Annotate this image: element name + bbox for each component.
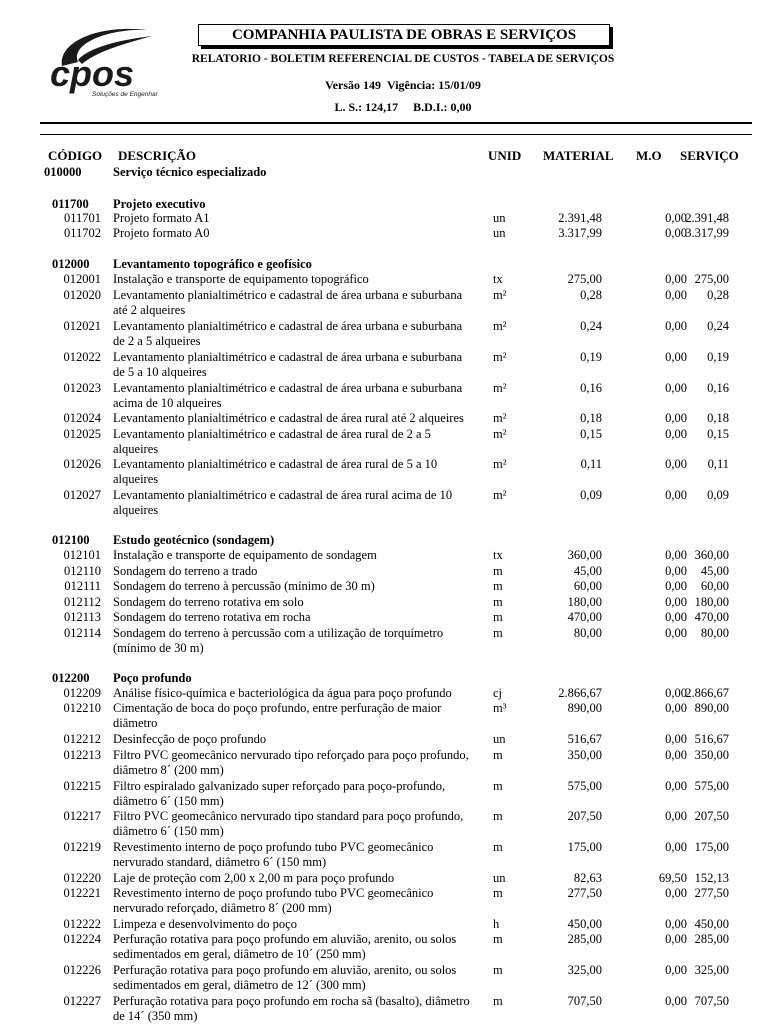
item-labor: 0,00: [665, 886, 687, 900]
item-code: 012220: [63, 871, 101, 885]
item-labor: 0,00: [665, 963, 687, 977]
item-labor: 0,00: [665, 917, 687, 931]
item-code: 012101: [63, 548, 101, 562]
item-unit: m²: [493, 427, 507, 441]
item-code: 012110: [63, 564, 101, 578]
item-labor: 0,00: [665, 427, 687, 441]
company-title: COMPANHIA PAULISTA DE OBRAS E SERVIÇOS: [198, 24, 610, 46]
item-description: Revestimento interno de poço profundo tubo PVC geomecânico: [113, 840, 434, 854]
item-service: 60,00: [700, 579, 729, 593]
item-code: 011701: [63, 211, 101, 225]
item-description: Filtro PVC geomecânico nervurado tipo standard para poço profundo,: [113, 809, 464, 823]
item-description-cont: sedimentados em geral, diâmetro de 12´ (300 mm): [113, 978, 366, 992]
item-description: Limpeza e desenvolvimento do poço: [113, 917, 297, 931]
item-service: 3.317,99: [685, 226, 729, 240]
item-code: 012027: [63, 488, 101, 502]
item-service: 0,24: [707, 319, 729, 333]
item-material: 2.391,48: [558, 211, 602, 225]
item-unit: un: [493, 871, 506, 885]
item-labor: 0,00: [665, 381, 687, 395]
item-material: 3.317,99: [558, 226, 602, 240]
item-service: 0,19: [707, 350, 729, 364]
item-unit: un: [493, 732, 506, 746]
item-description: Perfuração rotativa para poço profundo em aluvião, arenito, ou solos: [113, 932, 457, 946]
item-description: Levantamento planialtimétrico e cadastral de área urbana e suburbana: [113, 381, 463, 395]
item-material: 350,00: [567, 748, 602, 762]
item-description: Cimentação de boca do poço profundo, entre perfuração de maior: [113, 701, 442, 715]
item-labor: 0,00: [665, 319, 687, 333]
col-unit: UNID: [488, 148, 522, 163]
item-unit: m: [493, 886, 503, 900]
item-service: 285,00: [694, 932, 729, 946]
ls-bdi-line: [188, 100, 618, 115]
item-description-cont: alqueires: [113, 472, 159, 486]
item-material: 575,00: [567, 779, 602, 793]
col-description: DESCRIÇÃO: [118, 148, 197, 163]
item-service: 350,00: [694, 748, 729, 762]
item-code: 012020: [63, 288, 101, 302]
item-description: Laje de proteção com 2,00 x 2,00 m para poço profundo: [113, 871, 395, 885]
col-service: SERVIÇO: [680, 148, 739, 163]
item-description-cont: nervurado standard, diâmetro 6´ (150 mm): [113, 855, 327, 869]
item-unit: m: [493, 626, 503, 640]
item-labor: 0,00: [665, 932, 687, 946]
section-code: 010000: [44, 165, 82, 179]
item-description: Sondagem do terreno rotativa em rocha: [113, 610, 311, 624]
section-code: 012200: [52, 671, 90, 685]
item-service: 470,00: [694, 610, 729, 624]
item-code: 012112: [63, 595, 101, 609]
item-description-cont: de 2 a 5 alqueires: [113, 334, 201, 348]
item-labor: 0,00: [665, 809, 687, 823]
item-material: 45,00: [573, 564, 602, 578]
item-labor: 0,00: [665, 610, 687, 624]
item-labor: 0,00: [665, 272, 687, 286]
item-service: 0,28: [707, 288, 729, 302]
item-service: 450,00: [694, 917, 729, 931]
item-material: 0,28: [580, 288, 602, 302]
item-description: Sondagem do terreno à percussão com a utilização de torquímetro: [113, 626, 444, 640]
item-description: Levantamento planialtimétrico e cadastral de área urbana e suburbana: [113, 350, 463, 364]
item-unit: cj: [493, 686, 503, 700]
item-description: Levantamento planialtimétrico e cadastral de área rural acima de 10: [113, 488, 453, 502]
item-service: 152,13: [694, 871, 729, 885]
item-description: Perfuração rotativa para poço profundo em aluvião, arenito, ou solos: [113, 963, 457, 977]
item-material: 60,00: [573, 579, 602, 593]
item-code: 012217: [63, 809, 101, 823]
item-unit: m: [493, 779, 503, 793]
item-service: 207,50: [694, 809, 729, 823]
col-labor: M.O: [636, 148, 662, 163]
item-unit: m²: [493, 288, 507, 302]
item-code: 012210: [63, 701, 101, 715]
item-material: 275,00: [567, 272, 602, 286]
version: Versão 149: [325, 78, 381, 92]
item-material: 325,00: [567, 963, 602, 977]
item-labor: 0,00: [665, 411, 687, 425]
item-code: 012227: [63, 994, 101, 1008]
item-material: 175,00: [567, 840, 602, 854]
section-title: Poço profundo: [113, 671, 192, 685]
item-material: 207,50: [567, 809, 602, 823]
item-service: 0,09: [707, 488, 729, 502]
item-description: Levantamento planialtimétrico e cadastral de área rural de 2 a 5: [113, 427, 431, 441]
item-service: 0,18: [707, 411, 729, 425]
item-labor: 0,00: [665, 288, 687, 302]
item-unit: tx: [493, 272, 503, 286]
item-labor: 0,00: [665, 595, 687, 609]
item-description: Levantamento planialtimétrico e cadastral de área rural de 5 a 10: [113, 457, 438, 471]
item-unit: m: [493, 840, 503, 854]
version-line: [188, 78, 618, 93]
item-code: 012026: [63, 457, 101, 471]
item-unit: m: [493, 595, 503, 609]
header-divider-thin: [40, 134, 752, 135]
section-code: 011700: [52, 197, 89, 211]
item-labor: 69,50: [658, 871, 687, 885]
item-code: 012226: [63, 963, 101, 977]
logo-swoosh-icon: [48, 22, 158, 100]
item-description-cont: (mínimo de 30 m): [113, 641, 204, 655]
item-material: 0,19: [580, 350, 602, 364]
item-description: Levantamento planialtimétrico e cadastral de área urbana e suburbana: [113, 288, 463, 302]
col-material: MATERIAL: [543, 148, 614, 163]
logo-word: cpos: [50, 53, 135, 94]
item-material: 2.866,67: [558, 686, 602, 700]
item-labor: 0,00: [665, 579, 687, 593]
item-labor: 0,00: [665, 686, 687, 700]
item-description: Projeto formato A1: [113, 211, 210, 225]
item-service: 175,00: [694, 840, 729, 854]
item-description-cont: de 14´ (350 mm): [113, 1009, 198, 1023]
item-unit: un: [493, 226, 506, 240]
item-description-cont: de 5 a 10 alqueires: [113, 365, 207, 379]
item-description-cont: acima de 10 alqueires: [113, 396, 222, 410]
item-code: 012221: [63, 886, 101, 900]
item-labor: 0,00: [665, 226, 687, 240]
item-description: Revestimento interno de poço profundo tubo PVC geomecânico: [113, 886, 434, 900]
item-unit: m: [493, 994, 503, 1008]
item-service: 325,00: [694, 963, 729, 977]
item-code: 012215: [63, 779, 101, 793]
item-code: 012114: [63, 626, 101, 640]
item-description: Desinfecção de poço profundo: [113, 732, 267, 746]
item-material: 0,09: [580, 488, 602, 502]
item-description-cont: diâmetro: [113, 716, 158, 730]
item-labor: 0,00: [665, 779, 687, 793]
item-material: 890,00: [567, 701, 602, 715]
item-description-cont: sedimentados em geral, diâmetro de 10´ (250 mm): [113, 947, 366, 961]
logo-tagline: Soluções de Engenharia: [92, 91, 158, 98]
item-service: 80,00: [700, 626, 729, 640]
item-description: Perfuração rotativa para poço profundo em rocha sã (basalto), diâmetro: [113, 994, 470, 1008]
item-unit: m²: [493, 381, 507, 395]
section-title: Projeto executivo: [113, 197, 206, 211]
item-unit: h: [493, 917, 500, 931]
item-service: 516,67: [694, 732, 729, 746]
item-unit: m: [493, 748, 503, 762]
item-labor: 0,00: [665, 732, 687, 746]
item-code: 012219: [63, 840, 101, 854]
item-unit: tx: [493, 548, 503, 562]
item-material: 0,24: [580, 319, 602, 333]
item-material: 707,50: [567, 994, 602, 1008]
item-code: 012001: [63, 272, 101, 286]
item-unit: m²: [493, 488, 507, 502]
item-description-cont: diâmetro 6´ (150 mm): [113, 794, 224, 808]
item-unit: m²: [493, 319, 507, 333]
item-service: 0,16: [707, 381, 729, 395]
item-unit: m: [493, 963, 503, 977]
item-unit: m: [493, 564, 503, 578]
item-unit: m²: [493, 350, 507, 364]
item-description: Sondagem do terreno rotativa em solo: [113, 595, 304, 609]
item-description: Sondagem do terreno à percussão (mínimo de 30 m): [113, 579, 375, 593]
item-service: 360,00: [694, 548, 729, 562]
item-description: Projeto formato A0: [113, 226, 210, 240]
item-labor: 0,00: [665, 457, 687, 471]
cpos-logo: [48, 22, 158, 100]
item-code: 012222: [63, 917, 101, 931]
item-service: 890,00: [694, 701, 729, 715]
item-code: 012213: [63, 748, 101, 762]
item-service: 277,50: [694, 886, 729, 900]
item-labor: 0,00: [665, 350, 687, 364]
item-code: 012021: [63, 319, 101, 333]
item-material: 285,00: [567, 932, 602, 946]
item-labor: 0,00: [665, 701, 687, 715]
item-unit: m²: [493, 457, 507, 471]
item-labor: 0,00: [665, 626, 687, 640]
item-labor: 0,00: [665, 548, 687, 562]
item-labor: 0,00: [665, 488, 687, 502]
section-title: Serviço técnico especializado: [113, 165, 267, 179]
item-unit: m: [493, 579, 503, 593]
item-labor: 0,00: [665, 748, 687, 762]
item-unit: m: [493, 932, 503, 946]
item-description: Filtro espiralado galvanizado super reforçado para poço-profundo,: [113, 779, 446, 793]
item-material: 450,00: [567, 917, 602, 931]
item-service: 275,00: [694, 272, 729, 286]
item-service: 575,00: [694, 779, 729, 793]
item-service: 0,15: [707, 427, 729, 441]
item-material: 80,00: [573, 626, 602, 640]
item-unit: m²: [493, 411, 507, 425]
item-code: 012111: [64, 579, 101, 593]
item-service: 707,50: [694, 994, 729, 1008]
item-material: 0,11: [580, 457, 602, 471]
item-service: 2.866,67: [685, 686, 729, 700]
item-description: Instalação e transporte de equipamento de sondagem: [113, 548, 377, 562]
item-description: Filtro PVC geomecânico nervurado tipo reforçado para poço profundo,: [113, 748, 469, 762]
item-description-cont: nervurado reforçado, diâmetro 8´ (200 mm): [113, 901, 332, 915]
item-material: 516,67: [567, 732, 602, 746]
section-code: 012000: [52, 257, 90, 271]
item-description-cont: alqueires: [113, 503, 159, 517]
item-code: 012022: [63, 350, 101, 364]
item-description: Levantamento planialtimétrico e cadastral de área rural até 2 alqueires: [113, 411, 464, 425]
ls-value: L. S.: 124,17: [334, 100, 399, 114]
section-code: 012100: [52, 533, 90, 547]
item-unit: m: [493, 809, 503, 823]
item-code: 012024: [63, 411, 101, 425]
item-code: 012209: [63, 686, 101, 700]
item-material: 0,15: [580, 427, 602, 441]
item-unit: un: [493, 211, 506, 225]
item-labor: 0,00: [665, 564, 687, 578]
section-title: Estudo geotécnico (sondagem): [113, 533, 275, 547]
item-code: 012224: [63, 932, 101, 946]
item-description: Análise físico-química e bacteriológica da água para poço profundo: [113, 686, 452, 700]
item-description: Levantamento planialtimétrico e cadastral de área urbana e suburbana: [113, 319, 463, 333]
item-code: 012023: [63, 381, 101, 395]
item-code: 012025: [63, 427, 101, 441]
item-material: 277,50: [567, 886, 602, 900]
item-service: 0,11: [707, 457, 729, 471]
item-labor: 0,00: [665, 211, 687, 225]
header-divider: [40, 122, 752, 124]
validity: Vigência: 15/01/09: [387, 78, 481, 92]
col-code: CÓDIGO: [48, 148, 103, 163]
item-material: 0,18: [580, 411, 602, 425]
item-code: 011702: [63, 226, 101, 240]
item-material: 82,63: [573, 871, 602, 885]
item-unit: m: [493, 610, 503, 624]
item-code: 012212: [63, 732, 101, 746]
item-description-cont: alqueires: [113, 442, 159, 456]
item-description: Instalação e transporte de equipamento topográfico: [113, 272, 369, 286]
bdi-value: B.D.I.: 0,00: [413, 100, 472, 114]
item-code: 012113: [63, 610, 101, 624]
item-material: 470,00: [567, 610, 602, 624]
item-service: 45,00: [700, 564, 729, 578]
item-material: 0,16: [580, 381, 602, 395]
item-description-cont: diâmetro 8´ (200 mm): [113, 763, 224, 777]
item-labor: 0,00: [665, 994, 687, 1008]
item-unit: m³: [493, 701, 507, 715]
item-service: 2.391,48: [685, 211, 729, 225]
item-material: 360,00: [567, 548, 602, 562]
item-material: 180,00: [567, 595, 602, 609]
section-title: Levantamento topográfico e geofísico: [113, 257, 312, 271]
item-labor: 0,00: [665, 840, 687, 854]
item-service: 180,00: [694, 595, 729, 609]
item-description-cont: diâmetro 6´ (150 mm): [113, 824, 224, 838]
report-title: RELATORIO - BOLETIM REFERENCIAL DE CUSTOS - TABELA DE SERVIÇOS: [191, 53, 615, 65]
item-description-cont: até 2 alqueires: [113, 303, 186, 317]
item-description: Sondagem do terreno a trado: [113, 564, 258, 578]
